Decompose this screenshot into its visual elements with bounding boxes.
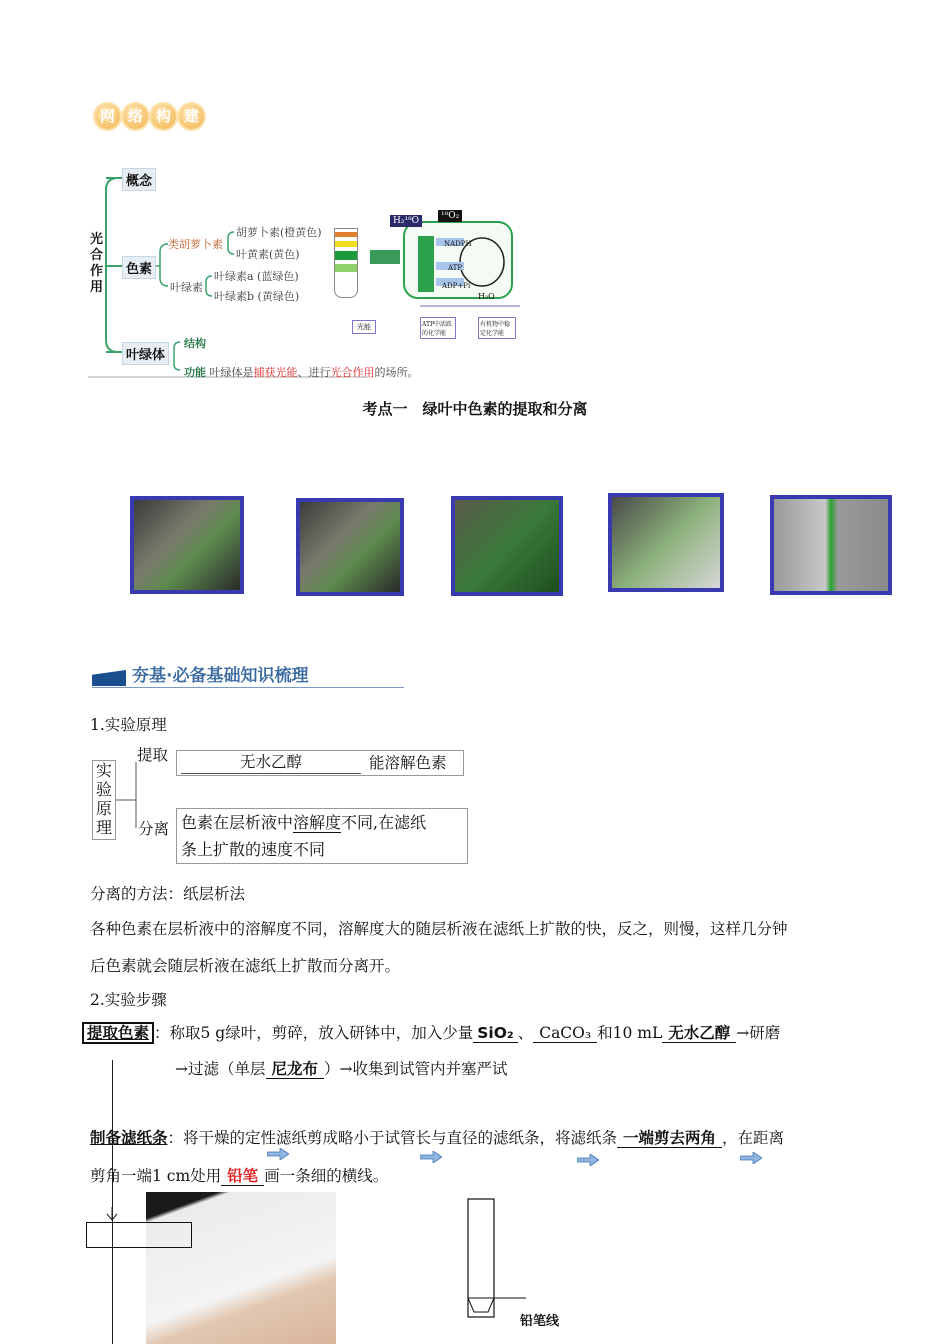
side-char: 理: [95, 818, 112, 837]
function-label: 功能: [184, 366, 206, 379]
ethanol-blank: 无水乙醇: [662, 1024, 736, 1043]
experiment-photo: [608, 493, 724, 592]
concept-branch-chloroplast: 叶绿体: [122, 342, 169, 365]
pigment-band: [335, 251, 357, 260]
separate-text: 色素在层析液中: [181, 813, 294, 832]
step-text: →研磨: [736, 1024, 781, 1042]
function-text: 的场所。: [374, 366, 419, 379]
extract-step: [82, 1021, 780, 1043]
experiment-photo: [296, 498, 404, 596]
banner-underline: [92, 687, 404, 688]
function-red-text: 光合作用: [330, 366, 375, 379]
nadph-label: NADPH: [444, 240, 472, 248]
separate-blank: 溶解度: [293, 813, 342, 832]
method-line: 分离的方法：纸层析法: [90, 885, 246, 903]
adp-label: ADP+Pi: [442, 282, 471, 290]
xanthophyll-label: 叶黄素(黄色): [236, 248, 300, 261]
separate-text: 不同,在滤纸: [341, 813, 427, 832]
network-header-char: 构: [151, 104, 176, 129]
section-title: 考点一 绿叶中色素的提取和分离: [362, 400, 588, 418]
paper-blank: 一端剪去两角: [617, 1129, 722, 1148]
pigment-tube: [334, 228, 358, 298]
arrow-icon: [267, 1148, 289, 1160]
method-paragraph: 各种色素在层析液中的溶解度不同，溶解度大的随层析液在滤纸上扩散的快，反之，则慢，这样几分钟: [90, 920, 788, 938]
light-label: 光能: [352, 320, 376, 334]
separate-box: [176, 808, 468, 864]
function-line: [184, 364, 419, 380]
step-text: 剪角一端1 cm处用: [90, 1167, 222, 1185]
filter-step: [175, 1057, 508, 1079]
experiment-photo: [770, 495, 892, 595]
separate-line: 条上扩散的速度不同: [181, 840, 326, 859]
chl-a-label: 叶绿素a (蓝绿色): [214, 270, 299, 283]
guide-line: [112, 1060, 113, 1344]
step-text: ）→收集到试管内并塞严试: [324, 1060, 508, 1078]
experiment-photo: [451, 496, 563, 596]
structure-label: 结构: [184, 337, 206, 350]
function-red-text: 捕获光能: [253, 366, 298, 379]
carotene-label: 胡萝卜素(橙黄色): [236, 226, 322, 239]
chl-b-label: 叶绿素b (黄绿色): [214, 290, 300, 303]
side-char: 原: [95, 799, 112, 818]
step-text: ：将干燥的定性滤纸剪成略小于试管长与直径的滤纸条，将滤纸条: [167, 1129, 618, 1147]
o2-label: ¹⁸O₂: [438, 210, 462, 222]
paper-step-line2: [90, 1164, 388, 1186]
atp-label: ATP: [448, 264, 463, 272]
cutting-photo: [146, 1192, 336, 1344]
stable-chem-label: 有机物中稳定化学能: [478, 317, 516, 339]
basics-title: 夯基·必备基础知识梳理: [132, 666, 309, 686]
network-header-char: 网: [95, 104, 120, 129]
extract-blank: 无水乙醇: [181, 751, 361, 774]
pigment-band: [335, 232, 357, 237]
atp-chem-label: ATP中活跃的化学能: [420, 317, 456, 339]
basics-banner: [92, 660, 404, 688]
arrow-icon: [740, 1152, 762, 1164]
side-char: 验: [95, 780, 112, 799]
extract-box: [176, 750, 464, 776]
principle-heading: 1.实验原理: [90, 716, 167, 734]
step-text: ：称取5 g绿叶，剪碎，放入研钵中，加入少量: [154, 1024, 474, 1042]
step-text: 和10 mL: [597, 1024, 663, 1042]
h2o-out-label: H₂O: [478, 292, 495, 301]
step-text: ，在距离: [722, 1129, 785, 1147]
pencil-line-label: 铅笔线: [520, 1314, 560, 1329]
label-box: [86, 1222, 192, 1248]
concept-root: 光合作用: [90, 232, 104, 295]
banner-decoration: [92, 670, 126, 686]
pencil-blank: 铅笔: [221, 1167, 264, 1186]
paper-step: [90, 1126, 784, 1148]
arrow-down-icon: [106, 1207, 118, 1221]
separate-label: 分离: [138, 820, 170, 838]
experiment-photo: [130, 496, 244, 594]
carotenoids-label: 类胡萝卜素: [168, 238, 223, 251]
extract-step-label: 提取色素: [82, 1022, 154, 1044]
arrow-icon: [577, 1154, 599, 1166]
separate-line: [177, 809, 467, 836]
concept-map: [88, 160, 538, 380]
step-text: →过滤（单层: [175, 1060, 266, 1078]
steps-heading: 2.实验步骤: [90, 991, 167, 1009]
concept-branch-pigment: 色素: [122, 256, 156, 279]
pigment-band: [335, 241, 357, 247]
network-header-char: 建: [179, 104, 204, 129]
filter-paper-tube: [466, 1198, 536, 1322]
h2o-label: H₂¹⁸O: [390, 215, 422, 227]
step-text: 画一条细的横线。: [264, 1167, 389, 1185]
step-text: 、: [517, 1024, 534, 1042]
network-header-char: 络: [123, 104, 148, 129]
arrow-icon: [420, 1151, 442, 1163]
method-paragraph: 后色素就会随层析液在滤纸上扩散而分离开。: [90, 957, 401, 975]
principle-side-box: [92, 760, 116, 840]
function-text: 、进行: [297, 366, 331, 379]
function-text: 叶绿体是: [209, 366, 254, 379]
extract-label: 提取: [137, 746, 169, 764]
caco3-blank: CaCO₃: [533, 1024, 597, 1043]
concept-branch-concept: 概念: [122, 168, 156, 191]
side-char: 实: [95, 761, 112, 780]
nylon-blank: 尼龙布: [266, 1060, 325, 1079]
chlorophyll-label: 叶绿素: [170, 281, 203, 294]
sio2-blank: SiO₂: [473, 1024, 517, 1043]
extract-text: 能溶解色素: [369, 754, 447, 772]
pigment-band: [335, 264, 357, 272]
paper-step-label: 制备滤纸条: [90, 1129, 168, 1147]
